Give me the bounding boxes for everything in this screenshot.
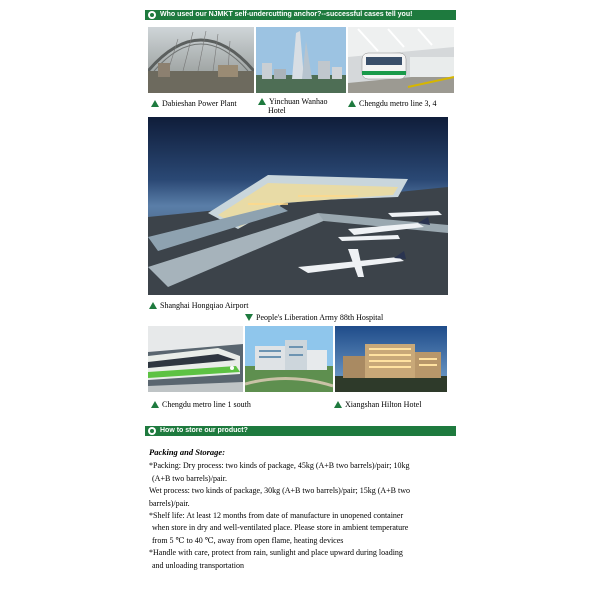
triangle-up-icon <box>151 401 159 408</box>
caption-chengdu-1: Chengdu metro line 1 south <box>151 400 251 409</box>
photo-xiangshan-hilton-hotel <box>335 326 447 392</box>
caption-hongqiao: Shanghai Hongqiao Airport <box>149 301 248 310</box>
triangle-up-icon <box>348 100 356 107</box>
section-header-cases <box>145 10 456 20</box>
handle-line-1: *Handle with care, protect from rain, sunlight and place upward during loading <box>149 548 403 558</box>
photo-shanghai-hongqiao-airport <box>148 117 448 295</box>
photo-yinchuan-wanhao-hotel <box>256 27 346 93</box>
shelf-line-2: when store in dry and well-ventilated place. Please store in ambient temperature <box>152 523 409 533</box>
storage-text <box>149 446 459 572</box>
triangle-up-icon <box>334 401 342 408</box>
packing-line-1: *Packing: Dry process: two kinds of package, 45kg (A+B two barrels)/pair; 10kg <box>149 461 410 471</box>
storage-heading: Packing and Storage: <box>149 447 226 457</box>
photo-pla-88th-hospital <box>245 326 333 392</box>
triangle-up-icon <box>258 98 266 105</box>
triangle-up-icon <box>149 302 157 309</box>
photo-chengdu-metro-1-south <box>148 326 243 392</box>
bullet-icon <box>148 11 156 19</box>
photo-dabieshan-power-plant <box>148 27 254 93</box>
packing-line-2: (A+B two barrels)/pair. <box>152 473 227 483</box>
caption-chengdu-3-4: Chengdu metro line 3, 4 <box>348 99 437 108</box>
caption-hospital: People's Liberation Army 88th Hospital <box>245 313 383 322</box>
triangle-down-icon <box>245 314 253 321</box>
caption-dabieshan: Dabieshan Power Plant <box>151 99 237 108</box>
caption-xiangshan: Xiangshan Hilton Hotel <box>334 400 421 409</box>
photo-chengdu-metro-3-4 <box>348 27 454 93</box>
shelf-line-1: *Shelf life: At least 12 months from date of manufacture in unopened container <box>149 511 404 521</box>
wet-line-1: Wet process: two kinds of package, 30kg (A+B two barrels)/pair; 15kg (A+B two <box>149 486 410 496</box>
handle-line-2: and unloading transportation <box>152 560 244 570</box>
triangle-up-icon <box>151 100 159 107</box>
caption-yinchuan: Yinchuan Wanhao Hotel <box>258 97 328 115</box>
section-title: Who used our NJMKT self-undercutting anchor?--successful cases tell you! <box>160 11 413 18</box>
section-header-storage <box>145 426 456 436</box>
section-title: How to store our product? <box>160 427 248 434</box>
bullet-icon <box>148 427 156 435</box>
shelf-line-3: from 5 ℃ to 40 ℃, away from open flame, heating devices <box>152 535 344 545</box>
wet-line-2: barrels)/pair. <box>149 498 190 508</box>
